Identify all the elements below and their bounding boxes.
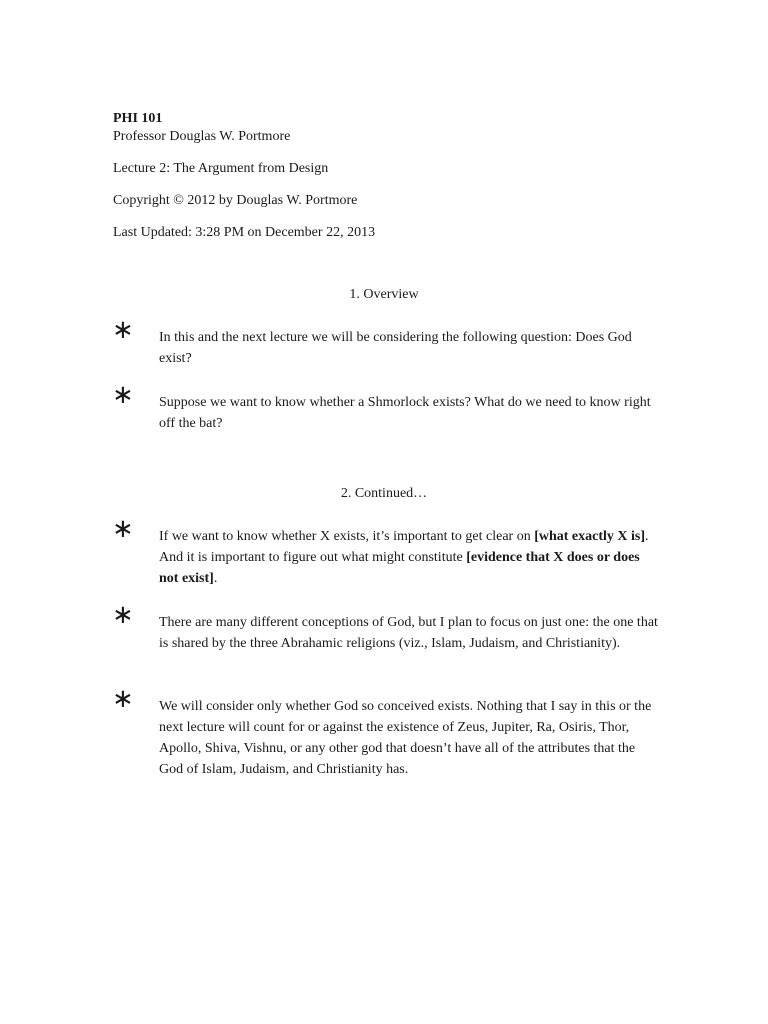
- asterisk-bullet-icon: ∗: [112, 600, 134, 630]
- asterisk-bullet-icon: ∗: [112, 380, 134, 410]
- bullet-text: Suppose we want to know whether a Shmorlock exists? What do we need to know right off the bat?: [159, 395, 651, 431]
- asterisk-bullet-icon: ∗: [112, 684, 134, 714]
- asterisk-bullet-icon: ∗: [112, 514, 134, 544]
- bullet-text-part: If we want to know whether X exists, it’s important to get clear on: [159, 529, 535, 544]
- lecture-title: Lecture 2: The Argument from Design: [113, 161, 329, 176]
- bullet-text: [159, 526, 659, 589]
- bullet-emphasis: [what exactly X is]: [534, 529, 646, 544]
- bullet-emphasis: [evidence that X does or does not exist]: [159, 550, 640, 586]
- bullet-text-part: . And it is important to figure out what might constitute: [159, 529, 649, 565]
- asterisk-bullet-icon: ∗: [112, 315, 134, 345]
- bullet-text-part: .: [213, 571, 218, 586]
- section-title-continued: 2. Continued…: [340, 486, 428, 501]
- last-updated: Last Updated: 3:28 PM on December 22, 2013: [113, 225, 376, 240]
- bullet-text: There are many different conceptions of God, but I plan to focus on just one: the one that is shared by the three Abrahamic religions (viz., Islam, Judaism, and Christianity).: [159, 615, 658, 651]
- copyright-line: Copyright © 2012 by Douglas W. Portmore: [113, 193, 358, 208]
- bullet-text: In this and the next lecture we will be considering the following question: Does God exist?: [159, 330, 632, 366]
- document-header: [113, 110, 673, 242]
- bullet-text: We will consider only whether God so conceived exists. Nothing that I say in this or the next lecture will count for or against the existence of Zeus, Jupiter, Ra, Osiris, Thor, Apollo, Shiva, Vishnu, or any other god that doesn’t have all of the attributes that the God of Islam, Judaism, and Christianity has.: [159, 699, 652, 777]
- course-code: PHI 101: [113, 111, 163, 126]
- professor-name: Professor Douglas W. Portmore: [113, 129, 291, 144]
- section-title-overview: 1. Overview: [349, 287, 419, 302]
